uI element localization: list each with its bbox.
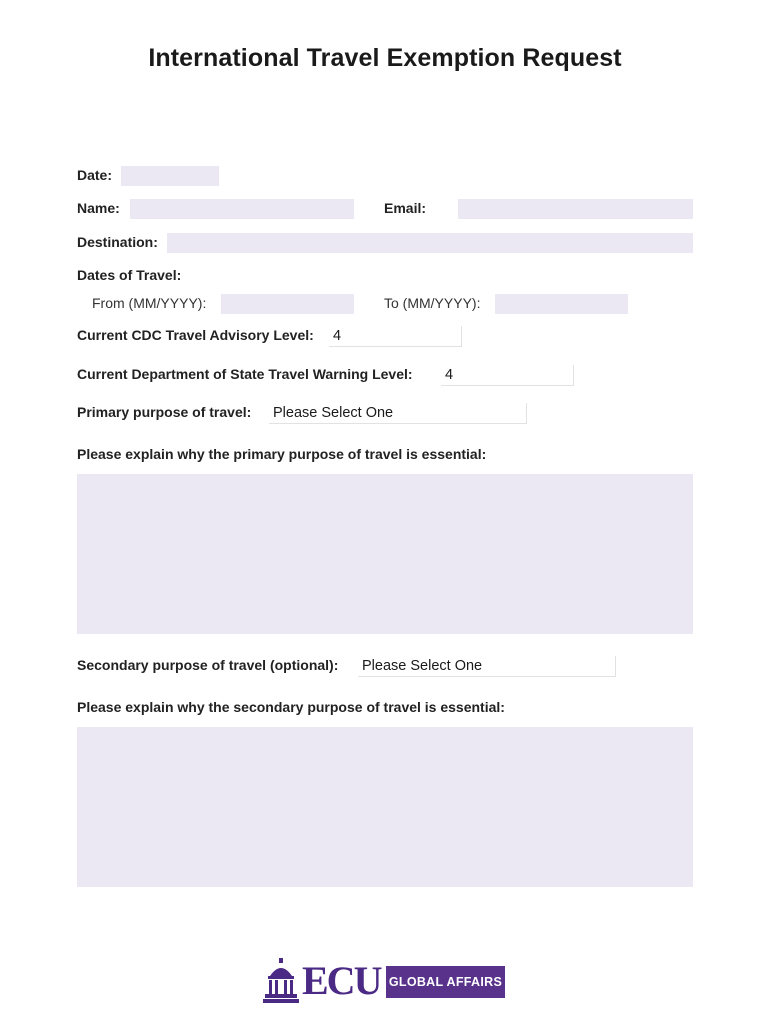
dos-level-label: Current Department of State Travel Warning Level: [77, 366, 413, 382]
dos-level-dropdown[interactable]: 4 [441, 365, 574, 386]
primary-explain-label: Please explain why the primary purpose of travel is essential: [77, 446, 487, 462]
date-label: Date: [77, 167, 113, 183]
email-field[interactable] [458, 199, 693, 219]
secondary-purpose-label: Secondary purpose of travel (optional): [77, 657, 339, 673]
primary-explain-textarea[interactable] [77, 474, 693, 634]
ecu-logo [262, 958, 512, 1002]
cdc-level-dropdown[interactable]: 4 [329, 326, 462, 347]
date-field[interactable] [121, 166, 219, 186]
name-label: Name: [77, 200, 120, 216]
secondary-explain-textarea[interactable] [77, 727, 693, 887]
page-title: International Travel Exemption Request [148, 44, 622, 72]
cupola-icon [262, 958, 300, 1004]
to-date-field[interactable] [495, 294, 628, 314]
secondary-explain-label: Please explain why the secondary purpose of travel is essential: [77, 699, 505, 715]
from-label: From (MM/YYYY): [92, 295, 207, 311]
global-affairs-tagline: GLOBAL AFFAIRS [386, 966, 505, 998]
destination-field[interactable] [167, 233, 693, 253]
cdc-level-label: Current CDC Travel Advisory Level: [77, 327, 314, 343]
secondary-purpose-dropdown[interactable]: Please Select One [358, 656, 616, 677]
primary-purpose-label: Primary purpose of travel: [77, 404, 252, 420]
email-label: Email: [384, 200, 427, 216]
ecu-wordmark: ECU [302, 958, 381, 1003]
name-field[interactable] [130, 199, 354, 219]
dates-of-travel-label: Dates of Travel: [77, 267, 182, 283]
destination-label: Destination: [77, 234, 158, 250]
primary-purpose-dropdown[interactable]: Please Select One [269, 403, 527, 424]
to-label: To (MM/YYYY): [384, 295, 481, 311]
from-date-field[interactable] [221, 294, 354, 314]
